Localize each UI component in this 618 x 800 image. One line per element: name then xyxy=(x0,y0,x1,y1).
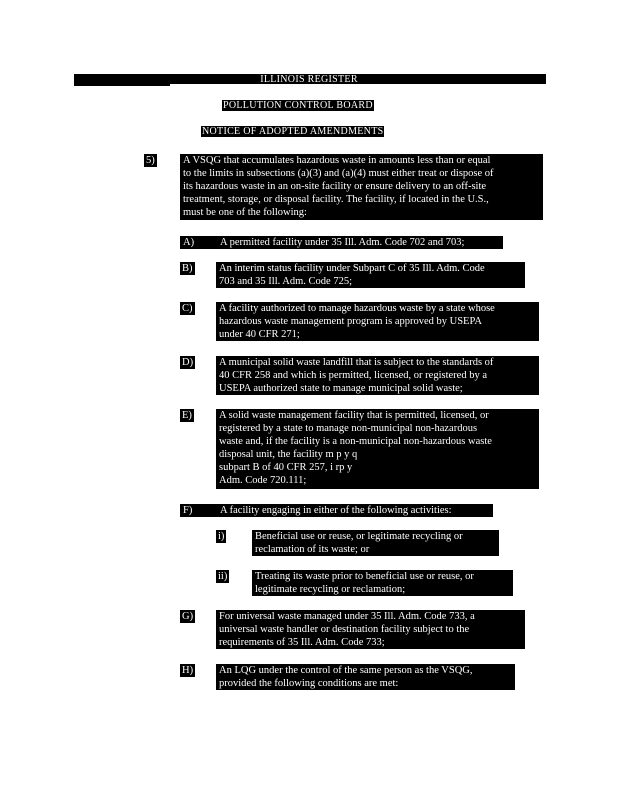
item-e-label: E) xyxy=(182,410,192,421)
item-a xyxy=(180,236,503,249)
item-fi-label: i) xyxy=(218,531,225,542)
item-h-label: H) xyxy=(182,665,194,676)
item-d-line: USEPA authorized state to manage municipal solid waste; xyxy=(219,383,463,394)
register-title: ILLINOIS REGISTER xyxy=(260,74,358,85)
item-h-block xyxy=(216,664,515,690)
agency-title: POLLUTION CONTROL BOARD xyxy=(223,100,373,111)
notice-title: NOTICE OF ADOPTED AMENDMENTS xyxy=(202,126,384,137)
item-e-line: subpart B of 40 CFR 257, i rp y xyxy=(219,462,353,473)
item-g-line: universal waste handler or destination facility subject to the xyxy=(219,624,470,635)
para5-line: A VSQG that accumulates hazardous waste in amounts less than or equal xyxy=(183,155,491,166)
item-d-label: D) xyxy=(182,357,194,368)
item-g-label: G) xyxy=(182,611,194,622)
item-fi-line: reclamation of its waste; or xyxy=(255,544,370,555)
item-g-line: requirements of 35 Ill. Adm. Code 733; xyxy=(219,637,385,648)
para5-line: its hazardous waste in an on-site facility or ensure delivery to an off-site xyxy=(183,181,487,192)
item-e-line: waste and, if the facility is a non-municipal non-hazardous waste xyxy=(219,436,492,447)
para5-label: 5) xyxy=(146,155,155,166)
item-fi-line: Beneficial use or reuse, or legitimate recycling or xyxy=(255,531,463,542)
para5-line: to the limits in subsections (a)(3) and (a)(4) must either treat or dispose of xyxy=(183,168,494,179)
item-f-label: F) xyxy=(183,505,193,516)
para5-line: treatment, storage, or disposal facility. The facility, if located in the U.S., xyxy=(183,194,489,205)
item-e-line: A solid waste management facility that is permitted, licensed, or xyxy=(219,410,489,421)
item-e-line: registered by a state to manage non-municipal non-hazardous xyxy=(219,423,478,434)
item-g-block xyxy=(216,610,525,649)
para5-block xyxy=(180,154,543,220)
item-c-block xyxy=(216,302,539,341)
para5-line: must be one of the following: xyxy=(183,207,307,218)
item-d-line: A municipal solid waste landfill that is subject to the standards of xyxy=(219,357,494,368)
item-h-line: provided the following conditions are met: xyxy=(219,678,399,689)
item-fi-block xyxy=(252,530,499,556)
item-d-line: 40 CFR 258 and which is permitted, licensed, or registered by a xyxy=(219,370,487,381)
item-b-line: 703 and 35 Ill. Adm. Code 725; xyxy=(219,276,352,287)
item-fii-line: Treating its waste prior to beneficial use or reuse, or xyxy=(255,571,474,582)
item-fii-block xyxy=(252,570,513,596)
item-c-line: A facility authorized to manage hazardous waste by a state whose xyxy=(219,303,495,314)
item-b-block xyxy=(216,262,525,288)
item-c-label: C) xyxy=(182,303,193,314)
item-b-label: B) xyxy=(182,263,193,274)
item-h-line: An LQG under the control of the same person as the VSQG, xyxy=(219,665,473,676)
item-fii-line: legitimate recycling or reclamation; xyxy=(255,584,406,595)
item-e-line: disposal unit, the facility m p y q xyxy=(219,449,358,460)
item-c-line: hazardous waste management program is approved by USEPA xyxy=(219,316,482,327)
item-c-line: under 40 CFR 271; xyxy=(219,329,300,340)
item-d-block xyxy=(216,356,539,395)
item-f-line: A facility engaging in either of the following activities: xyxy=(220,505,452,516)
item-e-block xyxy=(216,409,539,489)
item-e-line: Adm. Code 720.111; xyxy=(219,475,307,486)
item-f xyxy=(180,504,493,517)
item-a-line: A permitted facility under 35 Ill. Adm. Code 702 and 703; xyxy=(220,237,465,248)
item-b-line: An interim status facility under Subpart C of 35 Ill. Adm. Code xyxy=(219,263,485,274)
item-fii-label: ii) xyxy=(218,571,228,582)
item-a-label: A) xyxy=(183,237,195,248)
item-g-line: For universal waste managed under 35 Ill. Adm. Code 733, a xyxy=(219,611,475,622)
